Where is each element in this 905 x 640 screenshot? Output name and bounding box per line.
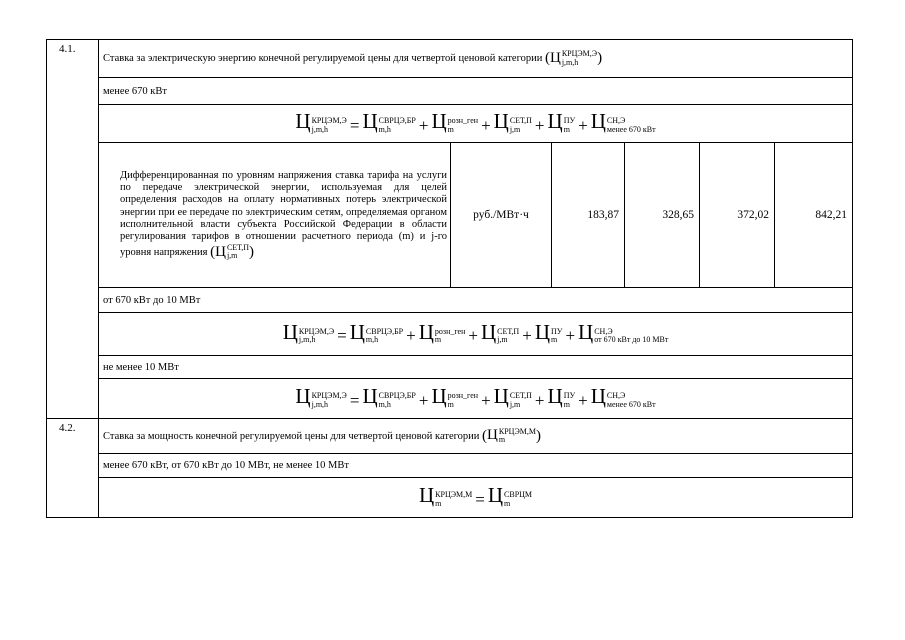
symbol-superscript: СЕТ,П <box>226 242 250 252</box>
equals-sign: = <box>349 115 360 135</box>
symbol-base: Ц <box>549 50 561 66</box>
math-symbol <box>295 109 347 134</box>
symbol-subscript: j,m <box>509 399 521 409</box>
equals-sign: = <box>337 326 347 346</box>
plus-sign: + <box>534 390 545 410</box>
band-label: менее 670 кВт <box>99 78 853 105</box>
math-symbol <box>362 109 416 134</box>
symbol-subscript: m <box>447 124 454 134</box>
symbol-subscript: m,h <box>365 335 379 345</box>
plus-sign: + <box>418 390 429 410</box>
symbol-base: Ц <box>578 319 594 344</box>
equals-sign: = <box>475 489 485 509</box>
section-title-text: Ставка за электрическую энергию конечной регулируемой цены для четвертой ценовой категории <box>103 52 543 64</box>
symbol-subscript: m <box>563 124 570 134</box>
symbol-subscript: m <box>435 498 442 508</box>
symbol-subscript: m <box>434 335 442 345</box>
math-symbol <box>418 319 466 345</box>
plus-sign: + <box>522 326 532 346</box>
symbol-superscript: ПУ <box>563 391 576 401</box>
plus-sign: + <box>481 390 491 410</box>
symbol-subscript: j,m,h <box>561 57 579 67</box>
symbol-subscript: m <box>498 435 506 444</box>
math-symbol <box>547 384 576 409</box>
symbol-base: Ц <box>295 384 311 409</box>
math-symbol <box>534 319 563 345</box>
symbol-base: Ц <box>547 109 563 134</box>
band-row <box>47 78 853 105</box>
symbol-superscript: ПУ <box>563 116 576 126</box>
math-symbol <box>578 319 669 345</box>
tariff-description-text: Дифференцированная по уровням напряжения ставка тарифа на услуги по передаче электрической энергии, используемая для целей определения расходов на оплату нормативных потерь электрической энергии при ее передаче по электрическим сетям, определяемая органом исполнительной власти субъекта Российской Федерации в области регулирования тарифов в отношении расчетного периода (m) и j-го уровня напряжения <box>120 169 447 258</box>
symbol-base: Ц <box>487 427 498 444</box>
symbol-base: Ц <box>418 319 434 344</box>
symbol-base: Ц <box>534 319 550 344</box>
math-symbol <box>431 384 479 409</box>
symbol-base: Ц <box>590 384 606 409</box>
symbol-superscript: СЕТ,П <box>509 116 532 126</box>
symbol-base: Ц <box>493 384 509 409</box>
symbol-superscript: СВРЦЭ,БР <box>378 391 416 401</box>
symbol-base: Ц <box>431 384 447 409</box>
symbol-superscript: СВРЦЭ,БР <box>365 326 404 336</box>
symbol-superscript: СЕТ,П <box>509 391 532 401</box>
unit-cell: руб./МВт·ч <box>451 143 552 288</box>
symbol-subscript: менее 670 кВт <box>606 124 656 134</box>
math-symbol <box>282 319 335 345</box>
symbol-superscript: КРЦЭМ,Э <box>561 49 598 59</box>
plus-sign: + <box>565 326 576 346</box>
tariff-description: Дифференцированная по уровням напряжения ставка тарифа на услуги по передаче электрической энергии, используемая для целей определения расходов на оплату нормативных потерь электрической энергии при ее передаче по электрическим сетям, определяемая органом исполнительной власти субъекта Российской Федерации в области регулирования тарифов в отношении расчетного периода (m) и j-го уровня напряжения (Ц СЕТ,П j,m ) <box>99 143 451 288</box>
tariff-symbol <box>215 242 250 261</box>
symbol-subscript: m <box>563 399 570 409</box>
section-number: 4.2. <box>47 419 99 518</box>
symbol-superscript: розн_ген <box>447 116 479 126</box>
symbol-base: Ц <box>362 384 378 409</box>
formula <box>99 313 853 356</box>
symbol-subscript: m <box>504 498 511 508</box>
symbol-subscript: j,m <box>497 335 508 345</box>
symbol-base: Ц <box>419 483 435 508</box>
symbol-subscript: m,h <box>378 124 391 134</box>
symbol-superscript: КРЦЭМ,М <box>498 426 536 436</box>
symbol-subscript: j,m,h <box>311 399 329 409</box>
title-symbol <box>549 49 598 67</box>
math-symbol <box>590 109 656 134</box>
symbol-subscript: j,m,h <box>298 335 316 345</box>
section-4-1-header-row <box>47 40 853 78</box>
section-title: Ставка за мощность конечной регулируемой цены для четвертой ценовой категории (Ц КРЦЭМ,М m ) <box>99 419 853 454</box>
math-symbol <box>295 384 347 409</box>
band-row <box>47 288 853 313</box>
value-cell-3: 372,02 <box>700 143 775 288</box>
band-label: не менее 10 МВт <box>99 356 853 379</box>
math-symbol <box>362 384 416 409</box>
symbol-subscript: j,m <box>509 124 521 134</box>
symbol-base: Ц <box>547 384 563 409</box>
band-row <box>47 454 853 478</box>
tariff-table <box>46 39 853 518</box>
band-label: от 670 кВт до 10 МВт <box>99 288 853 313</box>
symbol-base: Ц <box>590 109 606 134</box>
plus-sign: + <box>468 326 478 346</box>
math-symbol <box>547 109 576 134</box>
symbol-subscript: m <box>447 399 454 409</box>
symbol-superscript: СВРЦЭ,БР <box>378 116 416 126</box>
symbol-superscript: СВРЦМ <box>504 490 533 500</box>
band-row <box>47 356 853 379</box>
symbol-base: Ц <box>282 319 298 344</box>
plus-sign: + <box>534 115 545 135</box>
value-cell-2: 328,65 <box>625 143 700 288</box>
plus-sign: + <box>418 115 429 135</box>
symbol-superscript: розн_ген <box>447 391 479 401</box>
equals-sign: = <box>349 390 360 410</box>
symbol-subscript: менее 670 кВт <box>606 399 656 409</box>
plus-sign: + <box>578 115 588 135</box>
math-symbol <box>431 109 479 134</box>
formula-row <box>47 313 853 356</box>
symbol-superscript: розн_ген <box>434 326 466 336</box>
band-label: менее 670 кВт, от 670 кВт до 10 МВт, не менее 10 МВт <box>99 454 853 478</box>
tariff-data-row <box>47 143 853 288</box>
math-symbol <box>480 319 520 345</box>
symbol-base: Ц <box>493 109 509 134</box>
symbol-superscript: КРЦЭМ,М <box>435 490 473 500</box>
math-symbol <box>590 384 656 409</box>
symbol-base: Ц <box>215 243 226 260</box>
symbol-superscript: СН,Э <box>594 326 613 336</box>
section-4-2-header-row <box>47 419 853 454</box>
math-symbol <box>493 109 532 134</box>
section-title: Ставка за электрическую энергию конечной регулируемой цены для четвертой ценовой категории (Ц КРЦЭМ,Э j,m,h ) <box>99 40 853 78</box>
title-symbol <box>487 426 536 444</box>
symbol-superscript: СН,Э <box>606 116 626 126</box>
symbol-base: Ц <box>480 319 497 344</box>
section-title-text: Ставка за мощность конечной регулируемой цены для четвертой ценовой категории <box>103 430 480 442</box>
formula-row <box>47 478 853 518</box>
formula <box>99 105 853 143</box>
math-symbol <box>349 319 404 345</box>
symbol-subscript: от 670 кВт до 10 МВт <box>594 335 669 345</box>
symbol-superscript: ПУ <box>550 326 563 336</box>
symbol-base: Ц <box>349 319 365 344</box>
plus-sign: + <box>481 115 491 135</box>
formula <box>99 379 853 419</box>
symbol-base: Ц <box>362 109 378 134</box>
math-symbol <box>549 49 598 67</box>
math-symbol <box>215 242 250 261</box>
value-cell-1: 183,87 <box>552 143 625 288</box>
symbol-subscript: j,m,h <box>311 124 329 134</box>
math-symbol <box>419 483 473 508</box>
symbol-superscript: СН,Э <box>606 391 626 401</box>
plus-sign: + <box>406 326 416 346</box>
symbol-subscript: j,m <box>226 251 238 261</box>
value-cell-4: 842,21 <box>775 143 853 288</box>
symbol-base: Ц <box>487 483 504 508</box>
symbol-superscript: СЕТ,П <box>497 326 520 336</box>
formula-row <box>47 105 853 143</box>
section-number: 4.1. <box>47 40 99 419</box>
symbol-base: Ц <box>431 109 447 134</box>
symbol-superscript: КРЦЭМ,Э <box>311 391 347 401</box>
math-symbol <box>487 426 536 444</box>
formula <box>99 478 853 518</box>
math-symbol <box>493 384 532 409</box>
plus-sign: + <box>578 390 588 410</box>
symbol-subscript: m,h <box>378 399 391 409</box>
symbol-base: Ц <box>295 109 311 134</box>
math-symbol <box>487 483 533 508</box>
symbol-superscript: КРЦЭМ,Э <box>298 326 335 336</box>
symbol-superscript: КРЦЭМ,Э <box>311 116 347 126</box>
symbol-subscript: m <box>550 335 558 345</box>
formula-row <box>47 379 853 419</box>
